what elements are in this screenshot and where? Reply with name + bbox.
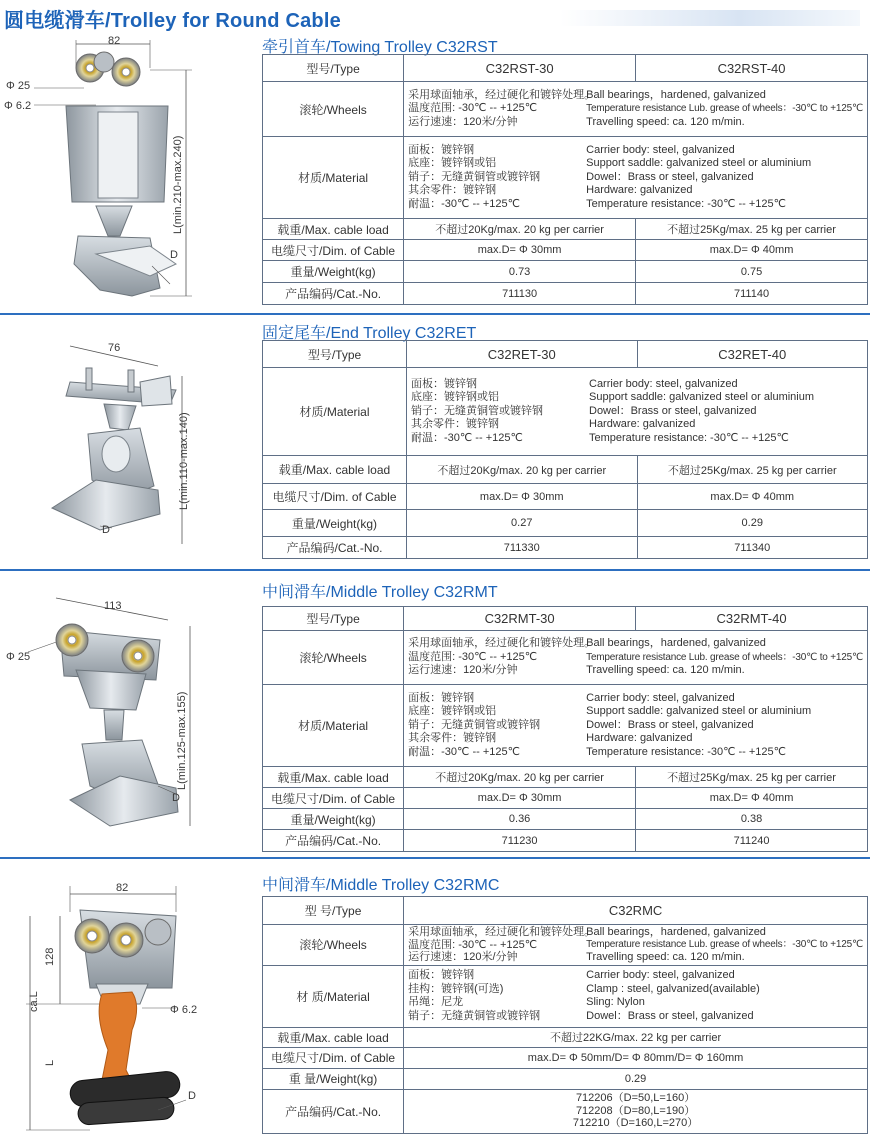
material-cn-line: 底座：镀锌钢或铝	[411, 391, 499, 404]
wheels-en-line: Ball bearings，hardened, galvanized	[586, 926, 766, 938]
material-en-line: Support saddle: galvanized steel or aluminium	[589, 391, 815, 404]
c32rmc-cal-label: ca.L	[28, 991, 40, 1012]
material-en-line: Support saddle: galvanized steel or aluminium	[586, 157, 812, 170]
material-label: 材质/Material	[263, 685, 404, 767]
wheels-cn-line: 采用球面轴承，经过硬化和镀锌处理。	[408, 926, 596, 938]
cable-dim-label: 电缆尺寸/Dim. of Cable	[263, 1047, 404, 1068]
c32rmt-product-image	[0, 590, 260, 852]
material-en-line: Clamp : steel, galvanized(available)	[586, 982, 760, 995]
cable-dim-value: max.D= Φ 30mm	[404, 788, 636, 809]
c32rmc-width-label: 82	[116, 882, 129, 894]
material-en-line: Carrier body: steel, galvanized	[586, 143, 735, 156]
cable-dim-label: 电缆尺寸/Dim. of Cable	[263, 484, 407, 510]
type-col1: C32RST-30	[404, 55, 636, 82]
product-title-c32ret: 固定尾车/End Trolley C32RET	[262, 325, 477, 342]
material-cn-line: 其余零件：镀锌钢	[408, 732, 497, 745]
type-col2: C32RMT-40	[636, 607, 868, 631]
wheels-cn-line: 运行速速：120米/分钟	[408, 115, 518, 128]
material-en-line: Temperature resistance: -30℃ -- +125℃	[586, 197, 787, 210]
wheels-description	[404, 631, 868, 685]
wheels-en-line: Ball bearings，hardened, galvanized	[586, 88, 766, 101]
catno-value: 711240	[636, 830, 868, 852]
page-title: 圆电缆滑车/Trolley for Round Cable	[4, 10, 341, 32]
material-label: 材质/Material	[263, 368, 407, 456]
load-label: 载重/Max. cable load	[263, 456, 407, 484]
wheels-cn-line: 温度范围: -30℃ -- +125℃	[408, 102, 538, 115]
wheels-label: 滚轮/Wheels	[263, 925, 404, 966]
product-title-c32rmt: 中间滑车/Middle Trolley C32RMT	[262, 584, 498, 601]
wheels-en-line: Temperature resistance Lub. grease of wheels：-30℃ to +125℃	[586, 938, 863, 950]
material-en-line: Carrier body: steel, galvanized	[589, 377, 738, 390]
catno-value: 711140	[636, 283, 868, 305]
load-label: 载重/Max. cable load	[263, 1027, 404, 1047]
material-en-line: Temperature resistance: -30℃ -- +125℃	[586, 745, 787, 758]
c32rmt-width-label: 113	[104, 600, 122, 612]
type-col2: C32RST-40	[636, 55, 868, 82]
c32ret-length-label: L(min.110-max.140)	[178, 412, 190, 510]
catno-label: 产品编码/Cat.-No.	[263, 537, 407, 559]
wheels-description	[404, 925, 868, 966]
catno-value: 711340	[637, 537, 868, 559]
c32ret-width-label: 76	[108, 342, 121, 354]
section-divider	[0, 569, 870, 571]
material-cn-line: 吊绳：尼龙	[408, 996, 464, 1008]
c32rmc-cable-label: D	[188, 1090, 196, 1102]
material-cn-line: 其余零件：镀锌钢	[408, 184, 497, 197]
wheels-cn-line: 采用球面轴承，经过硬化和镀锌处理。	[408, 637, 596, 650]
type-col1: C32RET-30	[407, 341, 638, 368]
weight-label: 重量/Weight(kg)	[263, 510, 407, 537]
catno-values	[404, 1089, 868, 1133]
wheels-en-line: Travelling speed: ca. 120 m/min.	[586, 951, 745, 963]
weight-label: 重 量/Weight(kg)	[263, 1068, 404, 1089]
catno-value: 711130	[404, 283, 636, 305]
material-en-line: Sling: Nylon	[586, 996, 645, 1008]
weight-label: 重量/Weight(kg)	[263, 809, 404, 830]
material-cn-line: 耐温：-30℃ -- +125℃	[408, 197, 520, 210]
wheels-cn-line: 温度范围: -30℃ -- +125℃	[408, 650, 538, 663]
material-cn-line: 销子：无缝黄铜管或镀锌钢	[408, 1009, 541, 1022]
cable-dim-value: max.D= Φ 40mm	[636, 788, 868, 809]
material-cn-line: 耐温：-30℃ -- +125℃	[411, 431, 523, 444]
c32rst-cable-label: D	[170, 249, 178, 261]
load-value: 不超过25Kg/max. 25 kg per carrier	[636, 219, 868, 240]
material-description	[404, 685, 868, 767]
material-cn-line: 面板：镀锌钢	[408, 143, 475, 156]
type-col1: C32RMT-30	[404, 607, 636, 631]
c32rmc-pin-diameter-label: Φ 6.2	[170, 1004, 198, 1016]
material-cn-line: 挂构：镀锌钢(可选)	[408, 982, 504, 995]
load-value: 不超过22KG/max. 22 kg per carrier	[404, 1027, 868, 1047]
wheels-cn-line: 运行速速：120米/分钟	[408, 664, 518, 677]
wheels-en-line: Temperature resistance Lub. grease of wheels：-30℃ to +125℃	[586, 651, 863, 663]
weight-value: 0.38	[636, 809, 868, 830]
wheels-cn-line: 运行速速：120米/分钟	[408, 951, 518, 963]
material-description	[404, 137, 868, 219]
wheels-en-line: Ball bearings，hardened, galvanized	[586, 637, 766, 650]
cable-dim-label: 电缆尺寸/Dim. of Cable	[263, 240, 404, 261]
c32ret-product-image	[0, 330, 260, 570]
catno-label: 产品编码/Cat.-No.	[263, 1089, 404, 1133]
product-title-c32rst: 牵引首车/Towing Trolley C32RST	[262, 39, 498, 56]
load-value: 不超过25Kg/max. 25 kg per carrier	[637, 456, 868, 484]
load-value: 不超过20Kg/max. 20 kg per carrier	[404, 219, 636, 240]
load-value: 不超过20Kg/max. 20 kg per carrier	[404, 767, 636, 788]
cable-dim-value: max.D= Φ 30mm	[407, 484, 638, 510]
c32ret-spec-table	[262, 340, 868, 559]
material-cn-line: 底座：镀锌钢或铝	[408, 157, 497, 170]
weight-value: 0.29	[637, 510, 868, 537]
catno-line: 712210（D=160,L=270）	[572, 1117, 699, 1130]
load-value: 不超过20Kg/max. 20 kg per carrier	[407, 456, 638, 484]
wheels-en-line: Travelling speed: ca. 120 m/min.	[586, 664, 745, 677]
load-label: 载重/Max. cable load	[263, 767, 404, 788]
wheels-label: 滚轮/Wheels	[263, 631, 404, 685]
type-label: 型号/Type	[263, 341, 407, 368]
cable-dim-label: 电缆尺寸/Dim. of Cable	[263, 788, 404, 809]
material-label: 材质/Material	[263, 137, 404, 219]
c32rmt-wheel-diameter-label: Φ 25	[6, 651, 31, 663]
material-en-line: Temperature resistance: -30℃ -- +125℃	[589, 431, 789, 444]
wheels-en-line: Travelling speed: ca. 120 m/min.	[586, 115, 745, 128]
catno-label: 产品编码/Cat.-No.	[263, 283, 404, 305]
type-label: 型 号/Type	[263, 897, 404, 925]
material-en-line: Dowel：Brass or steel, galvanized	[586, 170, 754, 183]
material-description	[404, 965, 868, 1027]
weight-label: 重量/Weight(kg)	[263, 261, 404, 283]
material-cn-line: 面板：镀锌钢	[411, 377, 477, 390]
section-divider	[0, 857, 870, 859]
header-decoration	[560, 10, 860, 26]
c32rst-length-label: L(min.210-max.240)	[172, 135, 184, 234]
load-label: 载重/Max. cable load	[263, 219, 404, 240]
cable-dim-value: max.D= Φ 30mm	[404, 240, 636, 261]
c32rmc-l-label: L	[44, 1059, 56, 1066]
type-label: 型号/Type	[263, 55, 404, 82]
material-en-line: Carrier body: steel, galvanized	[586, 969, 735, 981]
type-label: 型号/Type	[263, 607, 404, 631]
c32ret-cable-label: D	[102, 524, 110, 536]
material-cn-line: 面板：镀锌钢	[408, 969, 475, 981]
material-description	[407, 368, 868, 456]
material-en-line: Dowel：Brass or steel, galvanized	[586, 1009, 754, 1022]
catno-line: 712206（D=50,L=160）	[575, 1092, 696, 1105]
material-en-line: Hardware: galvanized	[586, 732, 693, 745]
c32rmt-spec-table	[262, 606, 868, 852]
weight-value: 0.73	[404, 261, 636, 283]
catno-value: 711330	[407, 537, 638, 559]
c32rst-pin-diameter-label: Φ 6.2	[4, 100, 32, 112]
material-cn-line: 销子：无缝黄铜管或镀锌钢	[408, 170, 541, 183]
catno-label: 产品编码/Cat.-No.	[263, 830, 404, 852]
material-cn-line: 销子：无缝黄铜管或镀锌钢	[408, 718, 541, 731]
c32rst-product-image	[0, 28, 260, 310]
weight-value: 0.29	[404, 1068, 868, 1089]
material-en-line: Hardware: galvanized	[586, 184, 693, 197]
catno-line: 712208（D=80,L=190）	[575, 1104, 696, 1117]
material-cn-line: 底座：镀锌钢或铝	[408, 705, 497, 718]
material-cn-line: 销子：无缝黄铜管或镀锌钢	[411, 404, 543, 417]
cable-dim-value: max.D= Φ 50mm/D= Φ 80mm/D= Φ 160mm	[404, 1047, 868, 1068]
c32rst-wheel-diameter-label: Φ 25	[6, 80, 31, 92]
material-cn-line: 其余零件：镀锌钢	[411, 418, 499, 431]
product-title-c32rmc: 中间滑车/Middle Trolley C32RMC	[262, 877, 500, 894]
section-divider	[0, 313, 870, 315]
wheels-description	[404, 82, 868, 137]
material-cn-line: 耐温：-30℃ -- +125℃	[408, 745, 520, 758]
wheels-label: 滚轮/Wheels	[263, 82, 404, 137]
cable-dim-value: max.D= Φ 40mm	[636, 240, 868, 261]
catno-value: 711230	[404, 830, 636, 852]
material-en-line: Hardware: galvanized	[589, 418, 696, 431]
c32rmc-spec-table	[262, 896, 868, 1134]
c32rmt-length-label: L(min.125-max.155)	[176, 691, 188, 790]
material-en-line: Dowel：Brass or steel, galvanized	[586, 718, 754, 731]
weight-value: 0.75	[636, 261, 868, 283]
weight-value: 0.27	[407, 510, 638, 537]
material-en-line: Support saddle: galvanized steel or aluminium	[586, 705, 812, 718]
c32rmt-cable-label: D	[172, 792, 180, 804]
material-en-line: Carrier body: steel, galvanized	[586, 691, 735, 704]
wheels-cn-line: 温度范围: -30℃ -- +125℃	[408, 938, 538, 951]
material-cn-line: 面板：镀锌钢	[408, 691, 475, 704]
cable-dim-value: max.D= Φ 40mm	[637, 484, 868, 510]
wheels-en-line: Temperature resistance Lub. grease of wheels：-30℃ to +125℃	[586, 103, 863, 115]
c32rmc-height-label: 128	[44, 947, 56, 966]
load-value: 不超过25Kg/max. 25 kg per carrier	[636, 767, 868, 788]
c32rst-spec-table	[262, 54, 868, 305]
type-col2: C32RET-40	[637, 341, 868, 368]
weight-value: 0.36	[404, 809, 636, 830]
wheels-cn-line: 采用球面轴承，经过硬化和镀锌处理。	[408, 88, 596, 101]
material-en-line: Dowel：Brass or steel, galvanized	[589, 404, 757, 417]
type-col1: C32RMC	[404, 897, 868, 925]
c32rst-width-label: 82	[108, 35, 121, 47]
material-label: 材 质/Material	[263, 965, 404, 1027]
